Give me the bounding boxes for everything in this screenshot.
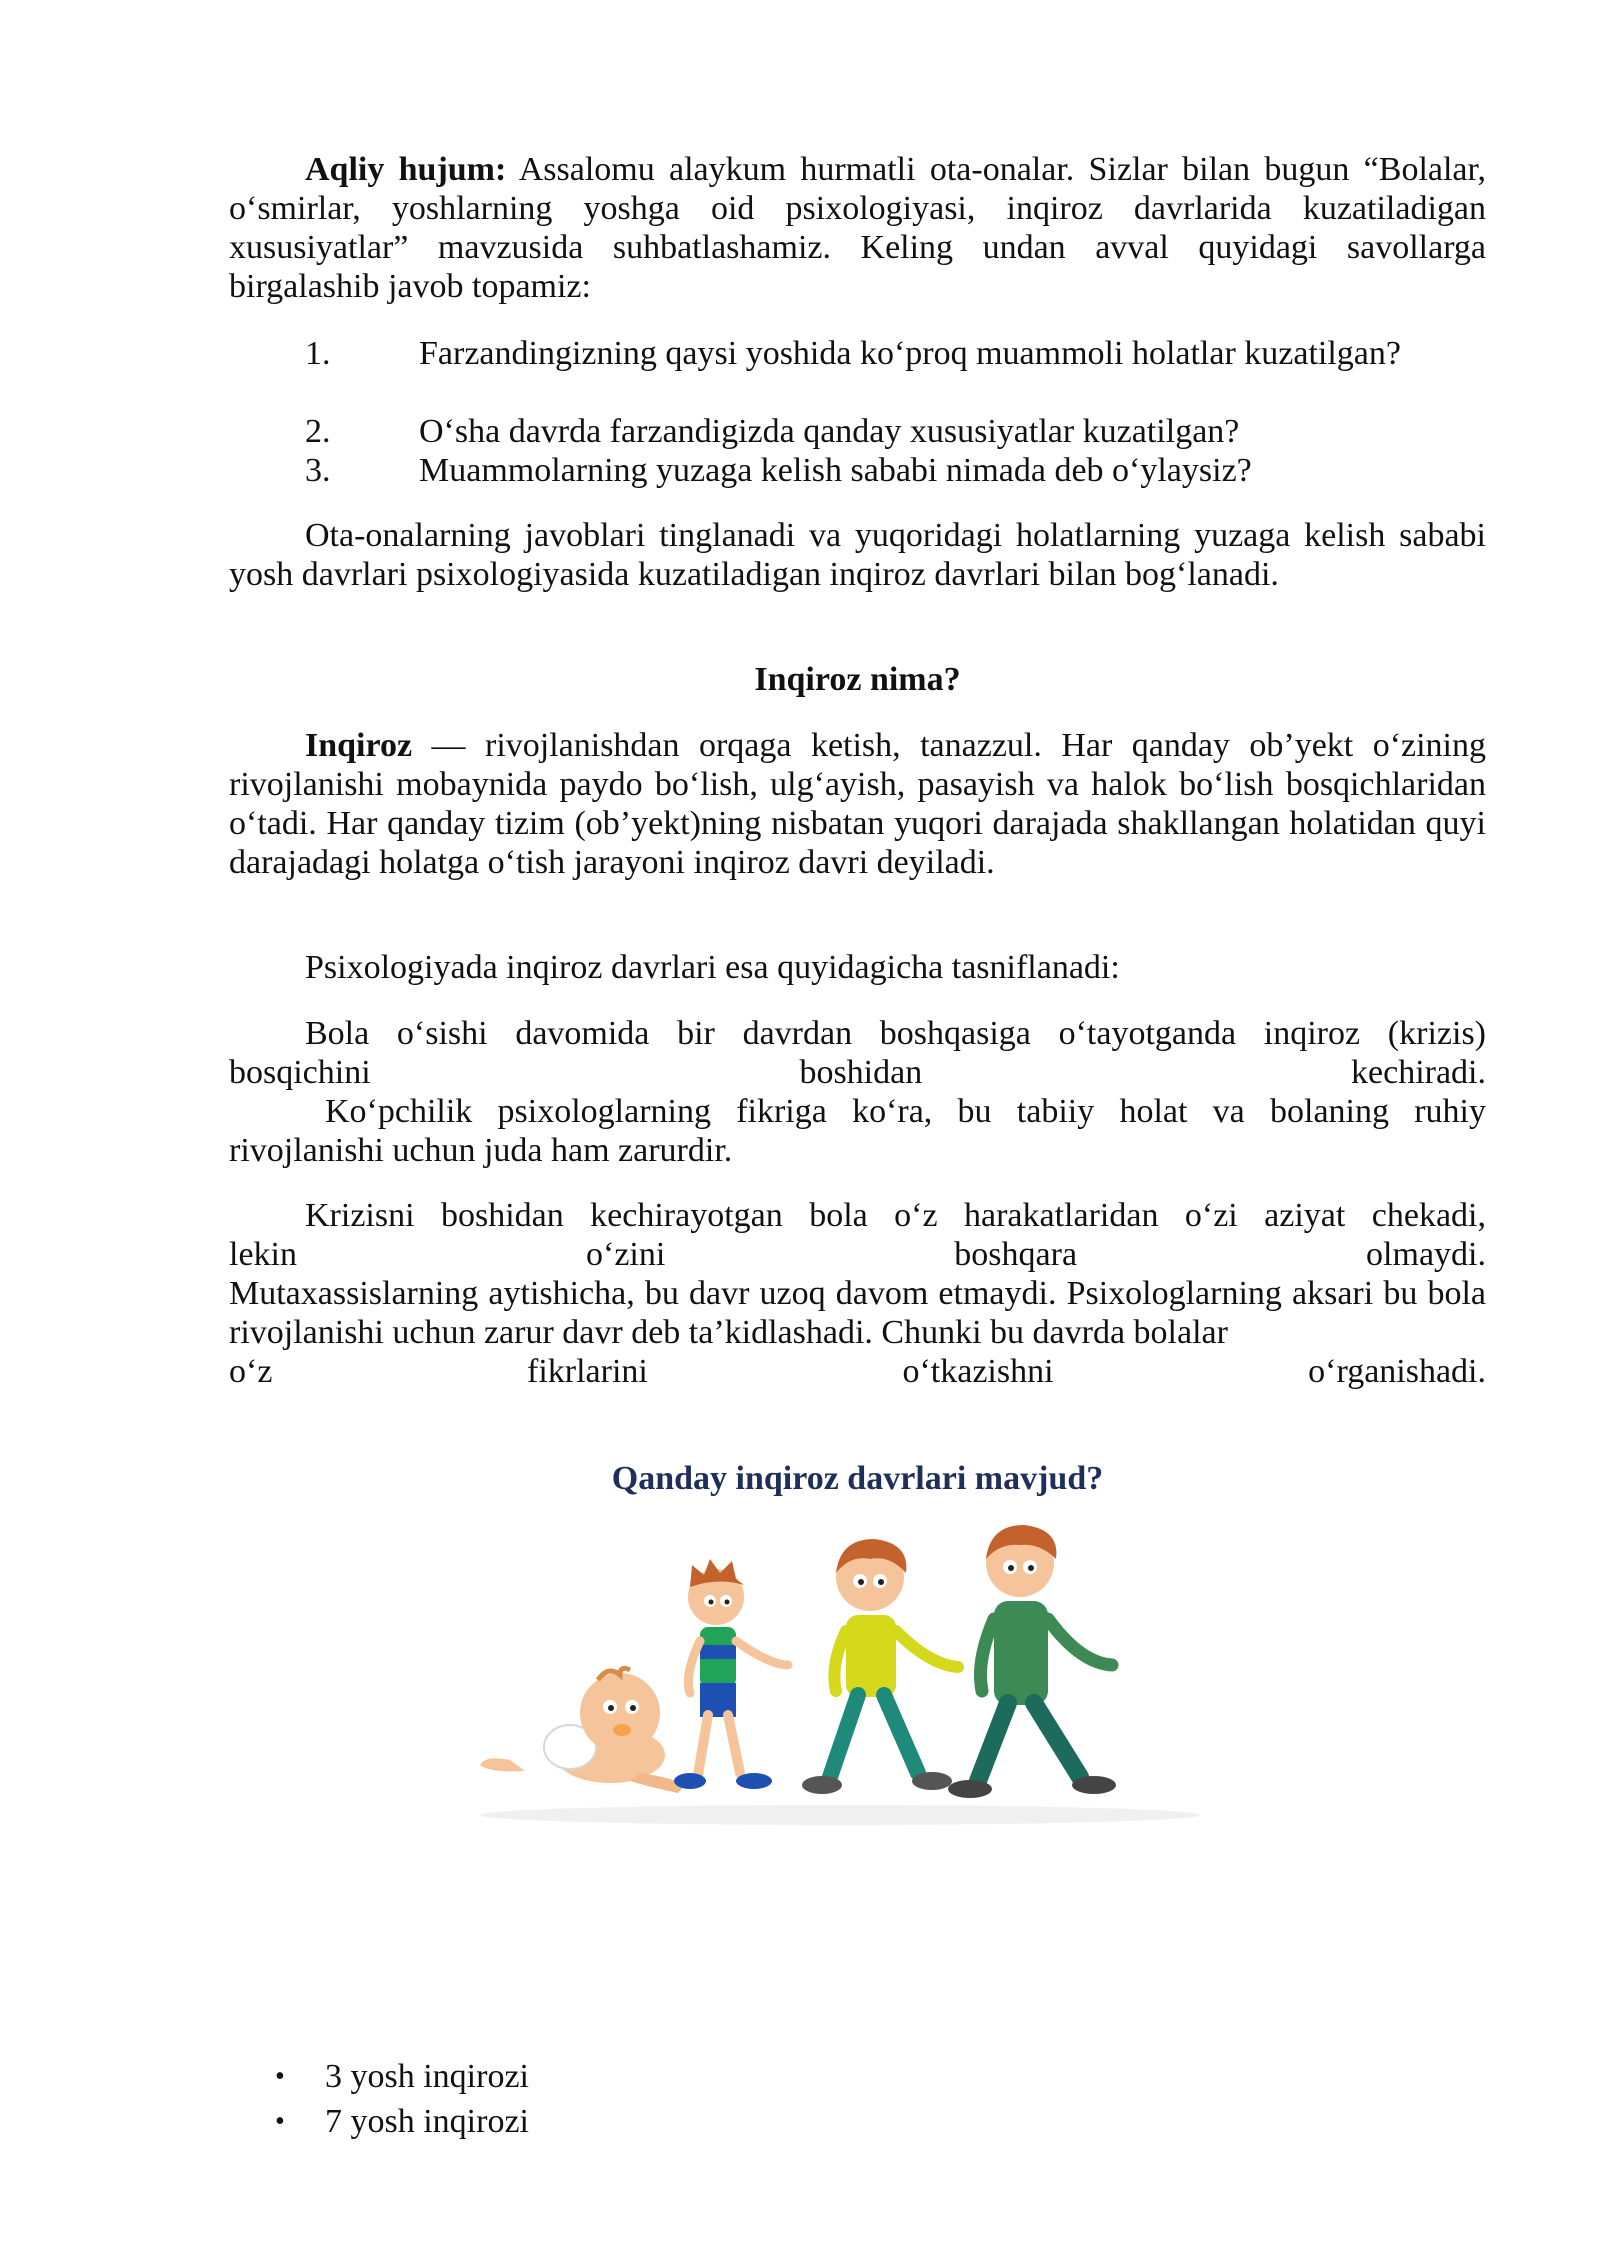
bola-paragraph-line-1: Bola o‘sishi davomida bir davrdan boshqasiga o‘tayotganda inqiroz (krizis) [305, 1015, 1486, 1052]
question-number: 1. [305, 335, 331, 372]
definition-paragraph [229, 726, 1486, 882]
krizis-paragraph-line-3: Mutaxassislarning aytishicha, bu davr uzoq davom etmaydi. Psixologlarning aksari bu bola rivojlanishi uchun zarur davr deb ta’kidlashadi. Chunki bu davrda bolalar [229, 1275, 1486, 1351]
section-heading-inqiroz-davrlari: Qanday inqiroz davrlari mavjud? [611, 1460, 1104, 1497]
definition-text: rivojlanishdan orqaga ketish, tanazzul. Har qanday ob’yekt o‘zining rivojlanishi mobaynida paydo bo‘lish, ulg‘ayish, pasayish va halok bo‘lish bosqichlaridan o‘tadi. Har qanday tizim (ob’yekt)ning nisbatan yuqori darajada shakllangan holatidan quyi darajadagi holatga o‘tish jarayoni inqiroz davri deyiladi. [229, 727, 1487, 881]
intro-label: Aqliy hujum: [305, 151, 507, 188]
adult-figure [948, 1525, 1116, 1798]
definition-dash: — [412, 727, 485, 764]
definition-term: Inqiroz [305, 727, 413, 764]
baby-figure [480, 1668, 685, 1793]
list-item-text: 3 yosh inqirozi [325, 2058, 529, 2095]
bullet-icon: • [275, 2106, 285, 2137]
list-item [275, 2054, 529, 2099]
krizis-paragraph-line-1: Krizisni boshidan kechirayotgan bola o‘z harakatlaridan o‘zi aziyat chekadi, [305, 1197, 1486, 1234]
child-figure [674, 1559, 788, 1789]
question-text: Muammolarning yuzaga kelish sababi nimada deb o‘ylaysiz? [419, 452, 1252, 489]
question-text: Farzandingizning qaysi yoshida ko‘proq muammoli holatlar kuzatilgan? [419, 335, 1401, 372]
krizis-paragraph-line-4: o‘z fikrlarini o‘tkazishni o‘rganishadi. [229, 1353, 1486, 1390]
teen-figure [802, 1539, 958, 1794]
crisis-list [275, 2054, 529, 2144]
bullet-icon: • [275, 2061, 285, 2092]
list-item-text: 7 yosh inqirozi [325, 2103, 529, 2140]
ground-shadow [480, 1805, 1200, 1825]
krizis-paragraph-line-2: lekin o‘zini boshqara olmaydi. [229, 1236, 1486, 1273]
classification-paragraph: Psixologiyada inqiroz davrlari esa quyidagicha tasniflanadi: [305, 949, 1120, 986]
question-number: 2. [305, 413, 331, 450]
question-item-3 [229, 451, 1486, 490]
answers-paragraph: Ota-onalarning javoblari tinglanadi va yuqoridagi holatlarning yuzaga kelish sababi yosh davrlari psixologiyasida kuzatiladigan inqiroz davrlari bilan bog‘lanadi. [229, 517, 1486, 593]
question-text: O‘sha davrda farzandigizda qanday xususiyatlar kuzatilgan? [419, 413, 1240, 450]
question-item-1 [229, 334, 1486, 373]
question-number: 3. [305, 452, 331, 489]
question-item-2 [229, 412, 1486, 451]
section-heading-inqiroz: Inqiroz nima? [754, 661, 961, 698]
intro-text: Assalomu alaykum hurmatli ota-onalar. Sizlar bilan bugun “Bolalar, o‘smirlar, yoshlarning yoshga oid psixologiyasi, inqiroz davrlarida kuzatiladigan xususiyatlar” mavzusida suhbatlashamiz. Keling undan avval quyidagi savollarga birgalashib javob topamiz: [229, 151, 1486, 305]
bola-paragraph-line-2: bosqichini boshidan kechiradi. [229, 1054, 1486, 1091]
intro-paragraph [229, 150, 1486, 306]
bola-paragraph-line-3: Ko‘pchilik psixologlarning fikriga ko‘ra, bu tabiiy holat va bolaning ruhiy rivojlanishi uchun juda ham zarurdir. [229, 1093, 1486, 1169]
growth-stages-illustration [470, 1515, 1210, 1835]
list-item [275, 2099, 529, 2144]
